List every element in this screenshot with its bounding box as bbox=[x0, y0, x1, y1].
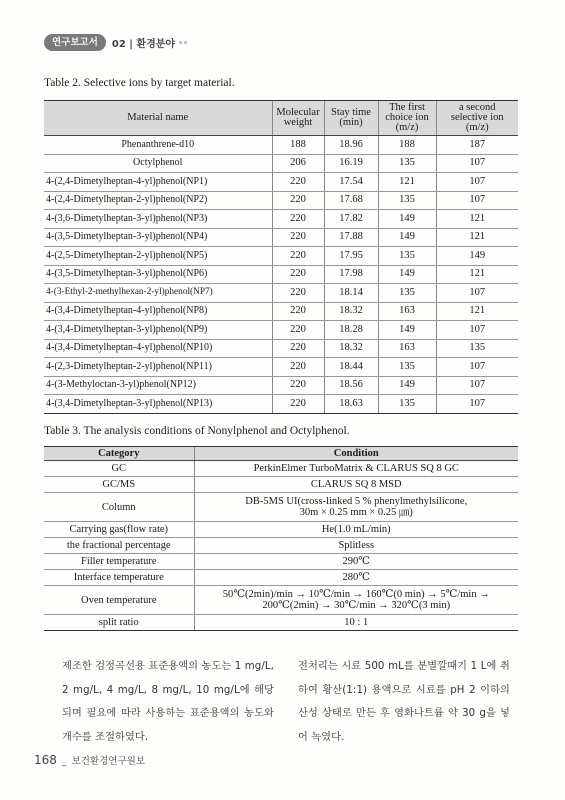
table-row bbox=[44, 554, 518, 570]
col-first-choice-ion bbox=[378, 101, 436, 136]
cell-condition-line1: 50℃(2min)/min → 10℃/min → 160℃(0 min) → 5℃/min → bbox=[222, 589, 490, 600]
cell-category: split ratio bbox=[44, 615, 194, 631]
cell-material: 4-(3,4-Dimetylheptan-4-yl)phenol(NP10) bbox=[44, 339, 272, 358]
cell-material: 4-(3,5-Dimetylheptan-3-yl)phenol(NP6) bbox=[44, 265, 272, 284]
cell-material: 4-(2,5-Dimetylheptan-2-yl)phenol(NP5) bbox=[44, 247, 272, 266]
col-stay-time bbox=[324, 101, 378, 136]
cell-second-ion: 121 bbox=[436, 302, 518, 321]
cell-first-ion: 149 bbox=[378, 321, 436, 340]
running-header bbox=[44, 34, 187, 51]
cell-category: Oven temperature bbox=[44, 586, 194, 615]
table-row bbox=[44, 191, 518, 210]
table3-caption: Table 3. The analysis conditions of Nonylphenol and Octylphenol. bbox=[44, 425, 350, 437]
table-row bbox=[44, 477, 518, 493]
cell-mw: 220 bbox=[272, 376, 324, 395]
col-molecular-weight bbox=[272, 101, 324, 136]
cell-category: Column bbox=[44, 493, 194, 522]
table-row bbox=[44, 570, 518, 586]
footer-separator: _ bbox=[62, 757, 67, 767]
cell-stay: 18.14 bbox=[324, 284, 378, 303]
cell-stay: 18.96 bbox=[324, 136, 378, 155]
table-row bbox=[44, 210, 518, 229]
col-stay-line1: Stay time bbox=[331, 107, 371, 118]
table2-caption: Table 2. Selective ions by target material. bbox=[44, 77, 235, 89]
cell-material: 4-(3,4-Dimetylheptan-3-yl)phenol(NP9) bbox=[44, 321, 272, 340]
cell-second-ion: 121 bbox=[436, 210, 518, 229]
section-label: 02 | 환경분야 bbox=[111, 39, 176, 50]
cell-second-ion: 107 bbox=[436, 284, 518, 303]
cell-first-ion: 135 bbox=[378, 247, 436, 266]
report-badge: 연구보고서 bbox=[44, 34, 106, 51]
cell-mw: 220 bbox=[272, 210, 324, 229]
cell-material: 4-(3,5-Dimetylheptan-3-yl)phenol(NP4) bbox=[44, 228, 272, 247]
cell-second-ion: 107 bbox=[436, 321, 518, 340]
cell-first-ion: 135 bbox=[378, 154, 436, 173]
cell-condition-line2: 30m × 0.25 mm × 0.25 ㎛) bbox=[299, 507, 413, 518]
table-row bbox=[44, 461, 518, 477]
table-row bbox=[44, 339, 518, 358]
cell-stay: 18.56 bbox=[324, 376, 378, 395]
col-mw-line2: weight bbox=[283, 117, 313, 128]
journal-name: 보건환경연구원보 bbox=[71, 756, 146, 767]
cell-material: Phenanthrene-d10 bbox=[44, 136, 272, 155]
cell-condition: PerkinElmer TurboMatrix & CLARUS SQ 8 GC bbox=[194, 461, 518, 477]
cell-mw: 220 bbox=[272, 265, 324, 284]
cell-second-ion: 121 bbox=[436, 228, 518, 247]
col-second-line3: (m/z) bbox=[465, 122, 489, 133]
cell-first-ion: 135 bbox=[378, 395, 436, 414]
col-stay-line2: (min) bbox=[339, 117, 363, 128]
table3-header-row bbox=[44, 447, 518, 461]
table-row bbox=[44, 136, 518, 155]
table-row bbox=[44, 376, 518, 395]
cell-second-ion: 107 bbox=[436, 173, 518, 192]
col-condition: Condition bbox=[194, 447, 518, 461]
cell-stay: 17.82 bbox=[324, 210, 378, 229]
cell-condition-line1: DB-5MS UI(cross-linked 5 % phenylmethylsilicone, bbox=[245, 496, 468, 507]
cell-second-ion: 187 bbox=[436, 136, 518, 155]
table-row bbox=[44, 321, 518, 340]
cell-material: 4-(2,3-Dimetylheptan-2-yl)phenol(NP11) bbox=[44, 358, 272, 377]
cell-condition-line2: 200℃(2min) → 30℃/min → 320℃(3 min) bbox=[262, 600, 451, 611]
cell-second-ion: 135 bbox=[436, 339, 518, 358]
cell-condition bbox=[194, 586, 518, 615]
page-number: 168 bbox=[34, 753, 57, 767]
cell-first-ion: 121 bbox=[378, 173, 436, 192]
col-second-line2: selective ion bbox=[450, 112, 504, 123]
table-row bbox=[44, 395, 518, 414]
table-row bbox=[44, 538, 518, 554]
cell-condition: 290℃ bbox=[194, 554, 518, 570]
table-row bbox=[44, 358, 518, 377]
cell-mw: 220 bbox=[272, 173, 324, 192]
cell-category: Carrying gas(flow rate) bbox=[44, 522, 194, 538]
cell-mw: 220 bbox=[272, 302, 324, 321]
cell-stay: 17.95 bbox=[324, 247, 378, 266]
table-row bbox=[44, 284, 518, 303]
cell-material: 4-(3-Methyloctan-3-yl)phenol(NP12) bbox=[44, 376, 272, 395]
cell-condition: 10 : 1 bbox=[194, 615, 518, 631]
cell-second-ion: 107 bbox=[436, 358, 518, 377]
cell-stay: 17.54 bbox=[324, 173, 378, 192]
table-row bbox=[44, 247, 518, 266]
cell-first-ion: 149 bbox=[378, 265, 436, 284]
cell-material: 4-(3,4-Dimetylheptan-3-yl)phenol(NP13) bbox=[44, 395, 272, 414]
cell-condition bbox=[194, 493, 518, 522]
cell-condition: 280℃ bbox=[194, 570, 518, 586]
cell-first-ion: 188 bbox=[378, 136, 436, 155]
table-row bbox=[44, 302, 518, 321]
cell-material: 4-(3,4-Dimetylheptan-4-yl)phenol(NP8) bbox=[44, 302, 272, 321]
cell-condition: Splitless bbox=[194, 538, 518, 554]
col-mw-line1: Molecular bbox=[276, 107, 320, 118]
cell-material: Octylphenol bbox=[44, 154, 272, 173]
table-row bbox=[44, 173, 518, 192]
cell-second-ion: 121 bbox=[436, 265, 518, 284]
cell-mw: 220 bbox=[272, 247, 324, 266]
table-row bbox=[44, 615, 518, 631]
cell-material: 4-(2,4-Dimetylheptan-4-yl)phenol(NP1) bbox=[44, 173, 272, 192]
cell-mw: 220 bbox=[272, 321, 324, 340]
table2-header-row bbox=[44, 101, 518, 136]
cell-first-ion: 135 bbox=[378, 284, 436, 303]
cell-stay: 18.32 bbox=[324, 339, 378, 358]
table-row bbox=[44, 493, 518, 522]
cell-category: GC bbox=[44, 461, 194, 477]
cell-material: 4-(3-Ethyl-2-methylhexan-2-yl)phenol(NP7) bbox=[44, 284, 272, 303]
cell-condition: CLARUS SQ 8 MSD bbox=[194, 477, 518, 493]
cell-mw: 220 bbox=[272, 395, 324, 414]
cell-second-ion: 107 bbox=[436, 191, 518, 210]
cell-stay: 17.68 bbox=[324, 191, 378, 210]
cell-stay: 18.28 bbox=[324, 321, 378, 340]
table-row bbox=[44, 228, 518, 247]
cell-mw: 220 bbox=[272, 191, 324, 210]
table-row bbox=[44, 265, 518, 284]
cell-second-ion: 149 bbox=[436, 247, 518, 266]
cell-condition: He(1.0 mL/min) bbox=[194, 522, 518, 538]
cell-first-ion: 163 bbox=[378, 339, 436, 358]
cell-first-ion: 149 bbox=[378, 210, 436, 229]
cell-material: 4-(3,6-Dimetylheptan-3-yl)phenol(NP3) bbox=[44, 210, 272, 229]
col-category: Category bbox=[44, 447, 194, 461]
cell-stay: 17.98 bbox=[324, 265, 378, 284]
cell-stay: 18.32 bbox=[324, 302, 378, 321]
col-first-line2: choice ion bbox=[385, 112, 429, 123]
cell-first-ion: 163 bbox=[378, 302, 436, 321]
cell-mw: 220 bbox=[272, 358, 324, 377]
cell-category: Filler temperature bbox=[44, 554, 194, 570]
cell-stay: 18.44 bbox=[324, 358, 378, 377]
cell-stay: 16.19 bbox=[324, 154, 378, 173]
cell-category: the fractional percentage bbox=[44, 538, 194, 554]
cell-mw: 220 bbox=[272, 228, 324, 247]
page-footer bbox=[34, 749, 145, 768]
table-row bbox=[44, 522, 518, 538]
cell-first-ion: 149 bbox=[378, 376, 436, 395]
table-row bbox=[44, 154, 518, 173]
col-second-line1: a second bbox=[459, 102, 496, 113]
cell-first-ion: 149 bbox=[378, 228, 436, 247]
cell-mw: 206 bbox=[272, 154, 324, 173]
body-paragraph-right: 전처리는 시료 500 mL를 분별깔때기 1 L에 취하여 황산(1:1) 용액으로 시료를 pH 2 이하의 산성 상태로 만든 후 염화나트륨 약 30 g을 넣어 녹였다. bbox=[298, 661, 510, 743]
analysis-conditions-table bbox=[44, 446, 518, 631]
table-row bbox=[44, 586, 518, 615]
header-dots-decoration bbox=[179, 41, 187, 44]
cell-second-ion: 107 bbox=[436, 395, 518, 414]
cell-first-ion: 135 bbox=[378, 358, 436, 377]
cell-second-ion: 107 bbox=[436, 376, 518, 395]
selective-ions-table bbox=[44, 100, 518, 414]
cell-second-ion: 107 bbox=[436, 154, 518, 173]
cell-stay: 17.88 bbox=[324, 228, 378, 247]
cell-material: 4-(2,4-Dimetylheptan-2-yl)phenol(NP2) bbox=[44, 191, 272, 210]
col-material-name: Material name bbox=[44, 101, 272, 136]
cell-category: GC/MS bbox=[44, 477, 194, 493]
cell-category: Interface temperature bbox=[44, 570, 194, 586]
cell-mw: 188 bbox=[272, 136, 324, 155]
col-first-line3: (m/z) bbox=[395, 122, 419, 133]
cell-stay: 18.63 bbox=[324, 395, 378, 414]
cell-first-ion: 135 bbox=[378, 191, 436, 210]
body-paragraph-left: 제조한 검정곡선용 표준용액의 농도는 1 mg/L, 2 mg/L, 4 mg/L, 8 mg/L, 10 mg/L에 해당되며 필요에 따라 사용하는 표준용액의 농도와 개수를 조절하였다. bbox=[62, 661, 274, 743]
cell-mw: 220 bbox=[272, 339, 324, 358]
col-first-line1: The first bbox=[389, 102, 425, 113]
col-second-selective-ion bbox=[436, 101, 518, 136]
cell-mw: 220 bbox=[272, 284, 324, 303]
